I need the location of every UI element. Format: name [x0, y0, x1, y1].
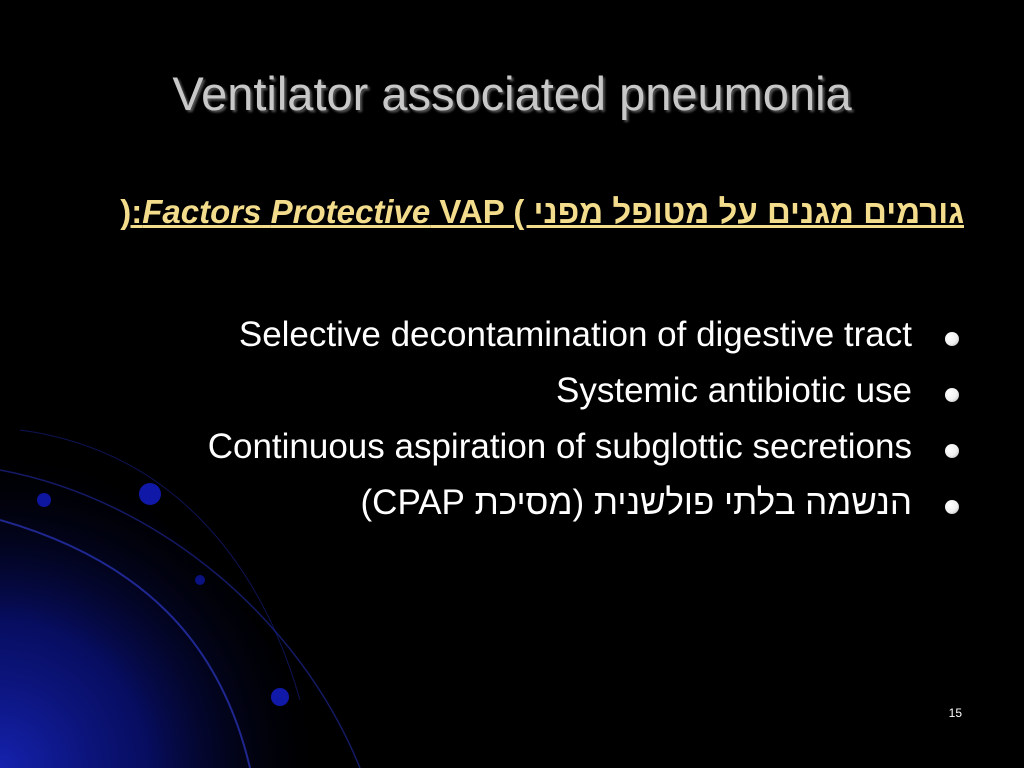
bullet-text: Selective decontamination of digestive tract [238, 315, 912, 354]
slide-title: Ventilator associated pneumonia [172, 67, 852, 120]
bullet-item [110, 422, 965, 472]
heading-hebrew: גורמים מגנים על מטופל מפני [533, 193, 964, 230]
bullet-item [110, 366, 965, 416]
bullet-text: הנשמה בלתי פולשנית (מסיכת CPAP) [360, 483, 912, 522]
bullet-item [110, 310, 965, 360]
bullet-dot-icon [945, 500, 959, 514]
heading-closing: ): [120, 193, 143, 230]
bullet-list [110, 310, 965, 534]
bullet-dot-icon [945, 444, 959, 458]
heading-factors: Factors [142, 193, 262, 230]
bullet-text: Continuous aspiration of subglottic secretions [207, 427, 912, 466]
bullet-text: Systemic antibiotic use [556, 371, 912, 410]
heading-protective: Protective [270, 193, 431, 230]
section-heading [64, 190, 964, 234]
heading-vap: VAP ( [430, 193, 534, 230]
bullet-dot-icon [945, 388, 959, 402]
bullet-dot-icon [945, 332, 959, 346]
page-number: 15 [948, 706, 962, 720]
bullet-item [110, 478, 965, 528]
